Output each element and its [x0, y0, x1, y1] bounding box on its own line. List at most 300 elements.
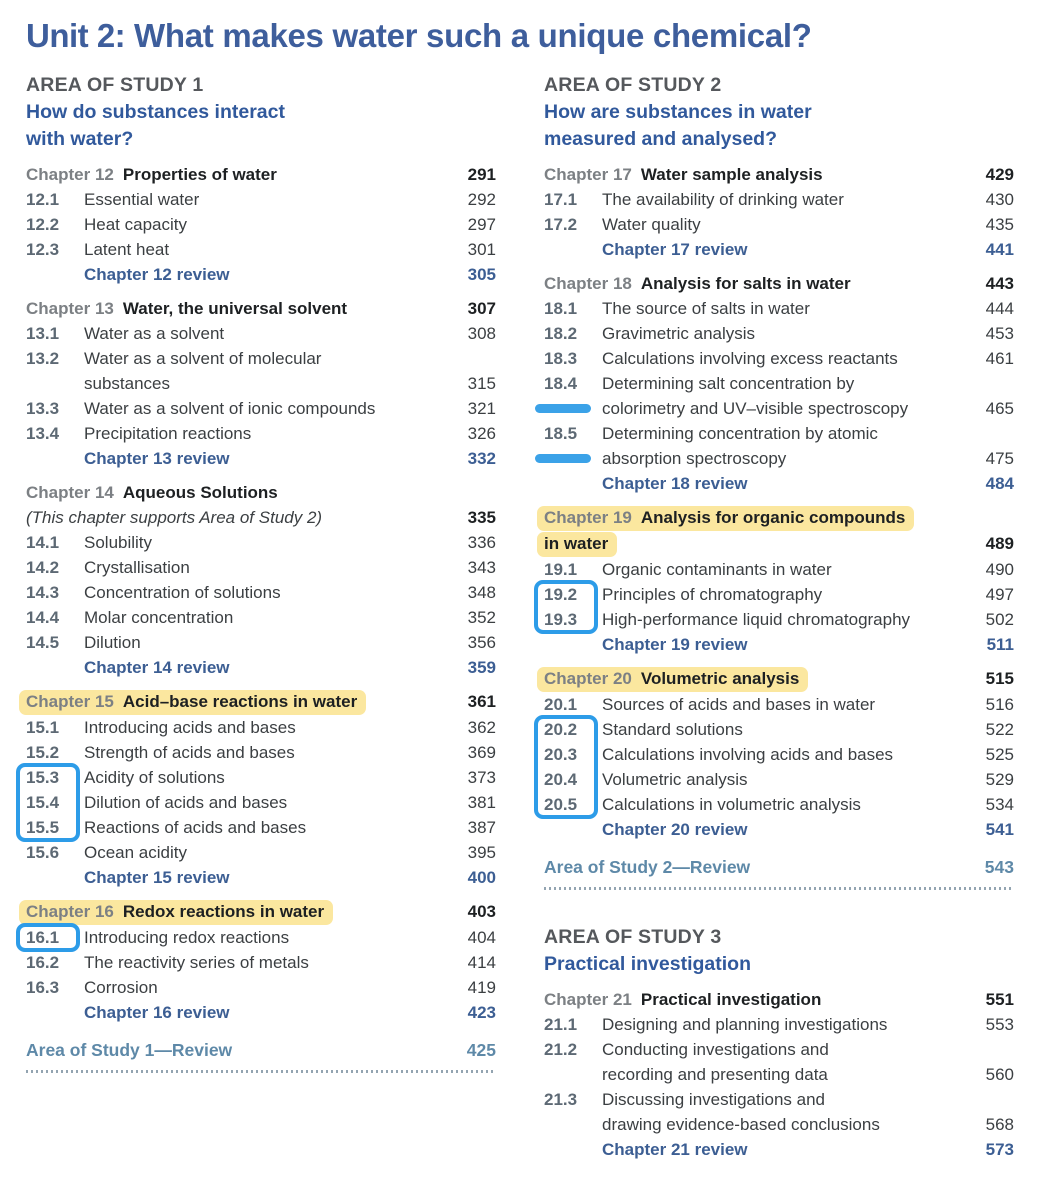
entry-number: 14.2 [26, 558, 60, 577]
toc-entry [544, 717, 1014, 742]
entry-number: 20.2 [544, 720, 578, 739]
chapter-review-label: Chapter 14 review [84, 658, 230, 677]
entry-text [602, 1012, 968, 1037]
entry-number-col [26, 790, 84, 815]
entry-page: 484 [985, 474, 1014, 493]
entry-text [84, 715, 450, 740]
chapter-title: Practical investigation [640, 990, 822, 1009]
dotted-divider [544, 887, 1014, 890]
chapter-title: Acid–base reactions in water [122, 692, 358, 711]
entry-page: 560 [985, 1065, 1014, 1084]
entry-text [84, 655, 450, 680]
entry-number: 15.5 [26, 818, 60, 837]
entry-page: 326 [467, 424, 496, 443]
entry-text [602, 792, 968, 817]
entry-text [602, 582, 968, 607]
entry-line: Introducing redox reactions [84, 928, 290, 947]
area-question: measured and analysed? [544, 128, 778, 150]
entry-line: Calculations involving acids and bases [602, 745, 894, 764]
entry-page: 336 [467, 533, 496, 552]
area-heading [26, 72, 496, 153]
entry-number: 20.1 [544, 695, 578, 714]
entry-text [602, 1137, 968, 1162]
entry-text [84, 765, 450, 790]
entry-page: 423 [467, 1003, 496, 1022]
chapter-label: Chapter 15 [26, 692, 114, 711]
chapter-header [544, 987, 1014, 1012]
entry-line: Standard solutions [602, 720, 743, 739]
toc-entry [26, 975, 496, 1000]
chapter-page: 551 [985, 990, 1014, 1009]
entry-page: 373 [467, 768, 496, 787]
chapter-review-label: Chapter 21 review [602, 1140, 748, 1159]
entry-line: The source of salts in water [602, 299, 810, 318]
toc-entry [544, 692, 1014, 717]
toc-entry [26, 187, 496, 212]
entry-number: 16.1 [26, 928, 60, 947]
entry-number-col [26, 630, 84, 655]
entry-text [84, 605, 450, 630]
highlight-mark [537, 532, 617, 557]
toc-entry [544, 557, 1014, 582]
entry-text [84, 580, 450, 605]
toc-entry [26, 790, 496, 815]
chapter-review-row [544, 632, 1014, 657]
entry-line: Essential water [84, 190, 200, 209]
toc-entry [544, 346, 1014, 371]
chapter-title: in water [544, 534, 609, 553]
entry-text [84, 1000, 450, 1025]
chapter-header [544, 271, 1014, 296]
entry-number: 14.1 [26, 533, 60, 552]
entry-number: 18.2 [544, 324, 578, 343]
entry-text [84, 950, 450, 975]
entry-number-col [26, 840, 84, 865]
entry-page: 534 [985, 795, 1014, 814]
entry-number-col [544, 296, 602, 321]
chapter [26, 689, 496, 890]
chapter-review-row [26, 262, 496, 287]
entry-number-col [544, 767, 602, 792]
area-review-label: Area of Study 2—Review [544, 857, 751, 877]
toc-entry [544, 421, 1014, 471]
entry-number-col [26, 815, 84, 840]
entry-text [84, 187, 450, 212]
chapter [544, 666, 1014, 842]
entry-text [602, 212, 968, 237]
chapter-header-text [26, 899, 450, 925]
area-heading [544, 924, 1014, 978]
area-question: Practical investigation [544, 953, 751, 975]
entry-number-col [544, 212, 602, 237]
entry-number: 21.3 [544, 1090, 578, 1109]
entry-number-col [26, 715, 84, 740]
entry-text [84, 975, 450, 1000]
chapter-label: Chapter 16 [26, 902, 114, 921]
toc-entry [26, 396, 496, 421]
entry-number: 15.1 [26, 718, 60, 737]
area-review [26, 1038, 496, 1063]
chapter-review-label: Chapter 15 review [84, 868, 230, 887]
chapter-header [544, 666, 1014, 692]
toc-entry [544, 1087, 1014, 1137]
area-question: How are substances in water [544, 101, 812, 123]
entry-number-col [26, 262, 84, 287]
chapter-review-label: Chapter 13 review [84, 449, 230, 468]
entry-page: 387 [467, 818, 496, 837]
entry-line: Designing and planning investigations [602, 1015, 888, 1034]
entry-page: 332 [467, 449, 496, 468]
chapter-label: Chapter 17 [544, 165, 632, 184]
annotated-entry-group [26, 925, 496, 950]
chapter-header-text [544, 162, 968, 187]
entry-number: 19.3 [544, 610, 578, 629]
entry-line: Sources of acids and bases in water [602, 695, 876, 714]
entry-number: 18.4 [544, 374, 578, 393]
entry-line: Volumetric analysis [602, 770, 748, 789]
entry-text [602, 1087, 968, 1137]
chapter-title-wrap [26, 165, 277, 184]
area-section [26, 72, 496, 1073]
entry-page: 511 [986, 635, 1014, 654]
entry-page: 297 [467, 215, 496, 234]
entry-number-col [26, 655, 84, 680]
entry-line: Corrosion [84, 978, 158, 997]
chapter-label: Chapter 12 [26, 165, 114, 184]
toc-entry [26, 346, 496, 396]
entry-line: Water as a solvent of ionic compounds [84, 399, 376, 418]
chapter-header [26, 162, 496, 187]
entry-text [84, 790, 450, 815]
entry-line: Conducting investigations and [602, 1040, 829, 1059]
toc-entry [544, 792, 1014, 817]
entry-number: 18.3 [544, 349, 578, 368]
entry-number-col [544, 1037, 602, 1087]
entry-number-col [26, 530, 84, 555]
entry-text [602, 607, 968, 632]
chapter-header [26, 689, 496, 715]
chapter-page: 335 [467, 508, 496, 527]
entry-line: Gravimetric analysis [602, 324, 756, 343]
chapter-title-wrap [544, 165, 823, 184]
entry-line: Heat capacity [84, 215, 187, 234]
chapter-title: Volumetric analysis [640, 669, 800, 688]
toc-entry [26, 555, 496, 580]
unit-question: What makes water such a unique chemical? [125, 17, 812, 54]
unit-label: Unit 2: [26, 17, 126, 54]
entry-number: 14.5 [26, 633, 60, 652]
entry-number-col [544, 632, 602, 657]
area-title: AREA OF STUDY 2 [544, 74, 722, 96]
entry-number: 20.5 [544, 795, 578, 814]
entry-line: Acidity of solutions [84, 768, 225, 787]
area-review-page: 425 [466, 1040, 496, 1060]
entry-number-col [26, 580, 84, 605]
chapter-review-row [544, 471, 1014, 496]
entry-number: 14.3 [26, 583, 60, 602]
area-heading [544, 72, 1014, 153]
entry-number-col [544, 692, 602, 717]
entry-number: 14.4 [26, 608, 60, 627]
entry-page: 430 [985, 190, 1014, 209]
entry-number-col [26, 865, 84, 890]
entry-number-col [26, 765, 84, 790]
area-title: AREA OF STUDY 1 [26, 74, 204, 96]
chapter-review-row [26, 865, 496, 890]
marker-underline-icon [535, 454, 591, 463]
entry-page: 301 [467, 240, 496, 259]
entry-number: 15.6 [26, 843, 60, 862]
chapter-header-text [544, 666, 968, 692]
entry-page: 369 [467, 743, 496, 762]
dotted-divider [26, 1070, 496, 1073]
chapter-review-row [26, 655, 496, 680]
entry-line: Principles of chromatography [602, 585, 823, 604]
entry-page: 400 [467, 868, 496, 887]
entry-text [84, 865, 450, 890]
entry-page: 502 [985, 610, 1014, 629]
entry-page: 305 [467, 265, 496, 284]
entry-number-col [544, 187, 602, 212]
highlight-mark [19, 900, 333, 925]
entry-number-col [544, 817, 602, 842]
entry-line: Determining concentration by atomic [602, 424, 878, 443]
entry-number-col [26, 396, 84, 421]
entry-line: Dilution of acids and bases [84, 793, 288, 812]
entry-line: Reactions of acids and bases [84, 818, 307, 837]
chapter-title: Redox reactions in water [122, 902, 325, 921]
entry-number: 21.2 [544, 1040, 578, 1059]
entry-number-col [544, 742, 602, 767]
entry-number-col [544, 607, 602, 632]
entry-line: absorption spectroscopy [602, 449, 787, 468]
entry-page: 529 [985, 770, 1014, 789]
chapter [26, 296, 496, 471]
entry-text [602, 296, 968, 321]
entry-page: 573 [985, 1140, 1014, 1159]
entry-line: Solubility [84, 533, 153, 552]
entry-number: 13.4 [26, 424, 60, 443]
toc-entry [544, 371, 1014, 421]
chapter-page: 361 [467, 692, 496, 711]
entry-line: Latent heat [84, 240, 170, 259]
entry-line: The reactivity series of metals [84, 953, 309, 972]
chapter-title: Properties of water [122, 165, 277, 184]
entry-page: 359 [467, 658, 496, 677]
chapter-review-label: Chapter 16 review [84, 1003, 230, 1022]
chapter-label: Chapter 18 [544, 274, 632, 293]
entry-page: 414 [467, 953, 496, 972]
entry-text [602, 767, 968, 792]
entry-line: Concentration of solutions [84, 583, 281, 602]
toc-column [544, 72, 1014, 1162]
entry-page: 404 [467, 928, 496, 947]
entry-text [602, 187, 968, 212]
entry-text [602, 371, 968, 421]
entry-page: 315 [467, 374, 496, 393]
chapter-title-wrap [544, 990, 821, 1009]
entry-number-col [544, 717, 602, 742]
entry-page: 395 [467, 843, 496, 862]
entry-number: 19.2 [544, 585, 578, 604]
entry-text [84, 421, 450, 446]
entry-number-col [26, 950, 84, 975]
entry-text [602, 346, 968, 371]
entry-text [84, 446, 450, 471]
chapter [544, 505, 1014, 657]
chapter-title: Water, the universal solvent [122, 299, 348, 318]
entry-number-col [26, 1000, 84, 1025]
entry-page: 381 [467, 793, 496, 812]
entry-number: 12.3 [26, 240, 60, 259]
chapter-header-text [26, 296, 450, 321]
highlight-mark [537, 506, 914, 531]
chapter-page: 443 [985, 274, 1014, 293]
entry-number-col [544, 582, 602, 607]
toc-entry [26, 950, 496, 975]
toc-entry [26, 765, 496, 790]
entry-number-col [26, 237, 84, 262]
chapter-header-line2 [26, 505, 496, 530]
toc-entry [26, 815, 496, 840]
entry-text [84, 212, 450, 237]
chapter-header-text [26, 505, 450, 530]
chapter-review-row [26, 1000, 496, 1025]
annotated-entry-group [544, 582, 1014, 632]
chapter [544, 987, 1014, 1162]
chapter [544, 162, 1014, 262]
entry-number-col [544, 471, 602, 496]
highlight-mark [19, 690, 366, 715]
chapter-header-text [544, 987, 968, 1012]
chapter-header-text [26, 162, 450, 187]
area-review [544, 855, 1014, 880]
chapter-header-text [544, 271, 968, 296]
chapter [544, 271, 1014, 496]
entry-number-col [544, 237, 602, 262]
chapter-header-text [26, 480, 496, 505]
entry-text [602, 742, 968, 767]
entry-page: 453 [985, 324, 1014, 343]
toc-entry [544, 607, 1014, 632]
chapter-header [26, 296, 496, 321]
entry-line: Calculations involving excess reactants [602, 349, 898, 368]
area-section [544, 924, 1014, 1162]
entry-page: 522 [985, 720, 1014, 739]
entry-line: High-performance liquid chromatography [602, 610, 911, 629]
area-question: with water? [26, 128, 134, 150]
chapter-review-label: Chapter 17 review [602, 240, 748, 259]
chapter-label: Chapter 13 [26, 299, 114, 318]
entry-number-col [544, 346, 602, 371]
chapter-title: Analysis for organic compounds [640, 508, 906, 527]
area-question: How do substances interact [26, 101, 285, 123]
entry-text [84, 630, 450, 655]
entry-line: Calculations in volumetric analysis [602, 795, 861, 814]
entry-number-col [26, 555, 84, 580]
chapter-title: Analysis for salts in water [640, 274, 851, 293]
area-review-page: 543 [984, 857, 1014, 877]
entry-text [84, 925, 450, 950]
chapter [26, 480, 496, 680]
toc-entry [544, 296, 1014, 321]
entry-number: 13.2 [26, 349, 60, 368]
toc-entry [544, 321, 1014, 346]
entry-line: Water as a solvent [84, 324, 225, 343]
entry-number-col [544, 1087, 602, 1137]
toc-entry [544, 767, 1014, 792]
entry-number-col [544, 792, 602, 817]
entry-text [84, 321, 450, 346]
entry-number-col [544, 1137, 602, 1162]
entry-number: 19.1 [544, 560, 578, 579]
chapter-page: 429 [985, 165, 1014, 184]
entry-number-col [26, 321, 84, 346]
entry-number: 12.2 [26, 215, 60, 234]
entry-number-col [26, 421, 84, 446]
entry-page: 292 [467, 190, 496, 209]
chapter-subtitle: (This chapter supports Area of Study 2) [26, 508, 323, 527]
chapter-label: Chapter 14 [26, 483, 114, 502]
entry-text [602, 817, 968, 842]
entry-line: drawing evidence-based conclusions [602, 1115, 880, 1134]
entry-number: 18.1 [544, 299, 578, 318]
chapter-title-wrap [544, 274, 851, 293]
entry-page: 348 [467, 583, 496, 602]
entry-text [602, 557, 968, 582]
entry-line: colorimetry and UV–visible spectroscopy [602, 399, 909, 418]
toc-entry [26, 421, 496, 446]
entry-number: 20.3 [544, 745, 578, 764]
entry-line: Precipitation reactions [84, 424, 252, 443]
entry-number-col [26, 605, 84, 630]
entry-number: 13.3 [26, 399, 60, 418]
entry-number: 15.2 [26, 743, 60, 762]
toc-entry [26, 925, 496, 950]
toc-entry [26, 580, 496, 605]
toc-entry [26, 840, 496, 865]
entry-page: 465 [985, 399, 1014, 418]
entry-line: recording and presenting data [602, 1065, 828, 1084]
entry-number: 12.1 [26, 190, 60, 209]
entry-text [602, 632, 968, 657]
entry-page: 419 [467, 978, 496, 997]
area-section [544, 72, 1014, 890]
entry-page: 516 [985, 695, 1014, 714]
entry-number: 16.2 [26, 953, 60, 972]
entry-number-col [544, 557, 602, 582]
area-title: AREA OF STUDY 3 [544, 926, 722, 948]
entry-text [602, 471, 968, 496]
chapter-label: Chapter 20 [544, 669, 632, 688]
toc-entry [544, 1037, 1014, 1087]
chapter-header-line2 [544, 531, 1014, 557]
entry-text [84, 396, 450, 421]
entry-page: 435 [985, 215, 1014, 234]
chapter-review-row [544, 1137, 1014, 1162]
toc-entry [26, 630, 496, 655]
chapter-header [544, 505, 1014, 531]
chapter-page: 489 [985, 534, 1014, 553]
entry-line: substances [84, 374, 170, 393]
entry-page: 356 [467, 633, 496, 652]
annotated-entry-group [544, 717, 1014, 817]
toc-entry [26, 740, 496, 765]
toc-entry [26, 605, 496, 630]
entry-number-col [544, 421, 602, 471]
chapter-title: Water sample analysis [640, 165, 823, 184]
chapter-page: 307 [467, 299, 496, 318]
